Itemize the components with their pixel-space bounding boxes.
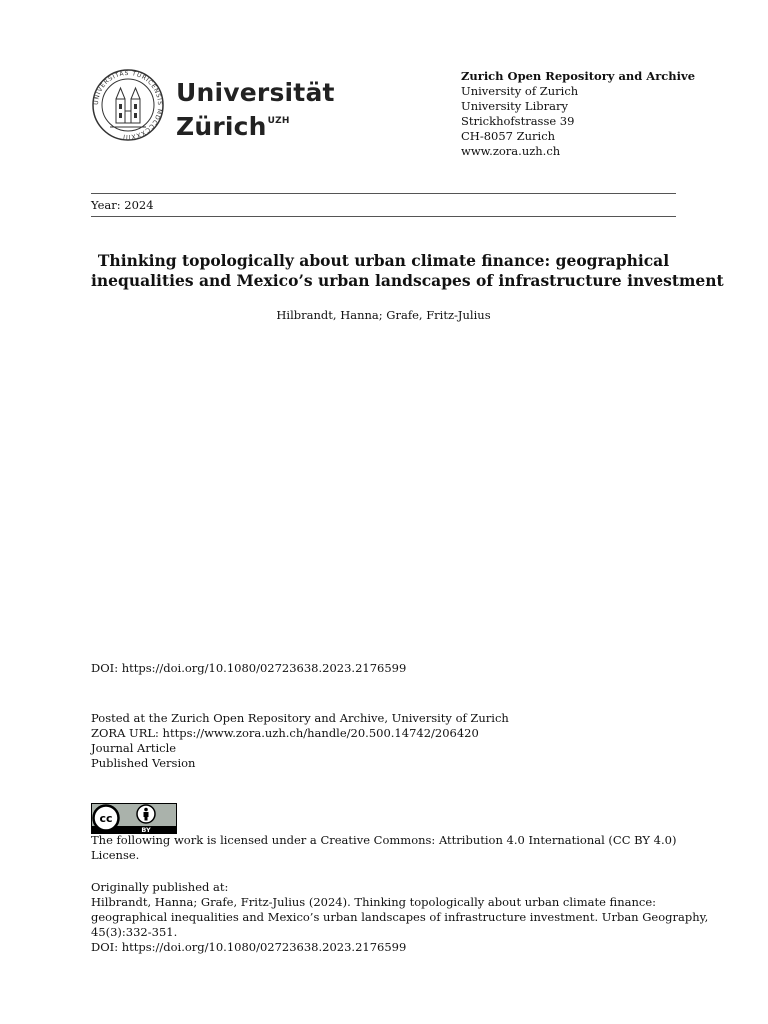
university-logo (92, 69, 335, 141)
citation-doi-line[interactable]: DOI: https://doi.org/10.1080/02723638.2023.2176599 (91, 940, 407, 954)
cc-by-label: BY (141, 826, 151, 834)
version-line: Published Version (91, 756, 196, 770)
citation-line: 45(3):332-351. (91, 925, 178, 939)
repository-address (461, 69, 696, 159)
cc-by-badge[interactable] (91, 803, 177, 834)
university-seal-icon (92, 69, 164, 141)
address-line: Strickhofstrasse 39 (461, 114, 575, 128)
svg-text:cc: cc (99, 812, 113, 825)
paper-title (91, 251, 724, 291)
license-text (91, 833, 676, 863)
person-icon (137, 805, 155, 823)
address-line: University Library (461, 99, 568, 113)
address-line: University of Zurich (461, 84, 579, 98)
seal-text: UNIVERSITAS TURICENSIS MDCCCXXXIII (92, 69, 164, 141)
citation-line: geographical inequalities and Mexico’s urban landscapes of infrastructure investment. Urban Geography, (91, 910, 709, 924)
university-name-line2-text: Zürich (176, 112, 267, 141)
paper-authors: Hilbrandt, Hanna; Grafe, Fritz-Julius (276, 308, 491, 322)
citation-line: Hilbrandt, Hanna; Grafe, Fritz-Julius (2024). Thinking topologically about urban climate finance: (91, 895, 657, 909)
posted-at-line: Posted at the Zurich Open Repository and Archive, University of Zurich (91, 711, 509, 725)
orig-heading: Originally published at: (91, 880, 229, 894)
website-link[interactable]: www.zora.uzh.ch (461, 144, 561, 158)
posting-info (91, 711, 676, 771)
license-line2: License. (91, 848, 140, 862)
original-publication (91, 880, 709, 955)
divider-bottom (91, 216, 676, 217)
university-name-line1: Universität (176, 78, 335, 107)
paper-title-line1: Thinking topologically about urban climate finance: geographical (97, 251, 670, 270)
license-line1: The following work is licensed under a Creative Commons: Attribution 4.0 International (CC BY 4.0) (91, 833, 677, 847)
university-name-line2 (176, 107, 335, 141)
item-type-line: Journal Article (91, 741, 177, 755)
university-name (176, 79, 335, 141)
doi-line[interactable]: DOI: https://doi.org/10.1080/02723638.2023.2176599 (91, 661, 407, 675)
repository-title: Zurich Open Repository and Archive (461, 69, 696, 83)
cc-icon (94, 806, 119, 831)
uzh-superscript: UZH (267, 116, 290, 126)
zora-url-line[interactable]: ZORA URL: https://www.zora.uzh.ch/handle/20.500.14742/206420 (91, 726, 479, 740)
year-label: Year: 2024 (91, 198, 154, 212)
paper-title-line2: inequalities and Mexico’s urban landscapes of infrastructure investment (91, 271, 724, 290)
divider-top (91, 193, 676, 194)
address-line: CH-8057 Zurich (461, 129, 556, 143)
